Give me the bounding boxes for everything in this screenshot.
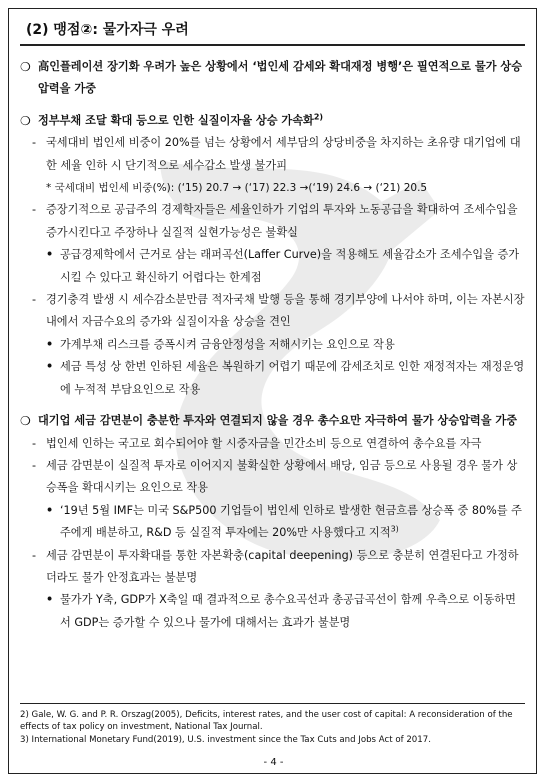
footnote: 2) Gale, W. G. and P. R. Orszag(2005), Deficits, interest rates, and the user cost of capital: A reconsideration of the effects of tax policy on investment, National Tax Journal. [20, 710, 513, 732]
dot-item-text: 세금 특성 상 한번 인하된 세율은 복원하기 어렵기 때문에 감세조치로 인한 재정적자는 재정운영에 누적적 부담요인으로 작용 [60, 360, 525, 396]
dash-item-text: 법인세 인하는 국고로 회수되어야 할 시중자금을 민간소비 등으로 연결하여 총수요를 자극 [46, 436, 482, 450]
main-point-text-body: 정부부채 조달 확대 등으로 인한 실질이자율 상승 가속화 [38, 113, 314, 127]
dot-marker: • [46, 337, 54, 351]
dot-item [46, 589, 525, 634]
section-title: (2) 맹점②: 물가자극 우려 [26, 22, 189, 38]
dot-item [46, 500, 525, 545]
dash-item [32, 289, 525, 334]
page-number: - 4 - [263, 757, 284, 768]
section-title-bar [20, 14, 525, 46]
dot-marker: • [46, 503, 54, 517]
main-point [20, 56, 525, 101]
main-point [20, 410, 525, 432]
footnote: 3) International Monetary Fund(2019), U.S. investment since the Tax Cuts and Jobs Act of 2017. [20, 735, 431, 745]
dash-marker: - [32, 136, 37, 150]
dash-item [32, 455, 525, 500]
dot-marker: • [46, 593, 54, 607]
footnote-ref: 3) [390, 524, 399, 534]
circle-bullet-icon: ❍ [20, 113, 31, 128]
dash-marker: - [32, 293, 37, 307]
dash-marker: - [32, 203, 37, 217]
dash-item-text: 경기충격 발생 시 세수감소분만큼 적자국채 발행 등을 통해 경기부양에 나서야 하며, 이는 자본시장 내에서 자금수요의 증가와 실질이자율 상승을 견인 [46, 293, 525, 329]
dot-marker: • [46, 360, 54, 374]
dot-item [46, 244, 525, 289]
main-point-text: 高인플레이션 장기화 우려가 높은 상황에서 ‘법인세 감세와 확대재정 병행’은 필연적으로 물가 상승압력을 가중 [38, 60, 523, 96]
dash-item [32, 199, 525, 244]
circle-bullet-icon: ❍ [20, 414, 31, 429]
dash-item-text: 증장기적으로 공급주의 경제학자들은 세율인하가 기업의 투자와 노동공급을 확대하여 조세수입을 증가시킨다고 주장하나 실질적 실현가능성은 불확실 [46, 203, 518, 239]
dash-marker: - [32, 458, 37, 472]
footnote-ref: 2) [313, 112, 324, 122]
dash-marker: - [32, 548, 37, 562]
dash-item [32, 545, 525, 590]
dot-item-text: 공급경제학에서 근거로 삼는 래퍼곡선(Laffer Curve)을 적용해도 세율감소가 조세수입을 증가시킬 수 있다고 확신하기 어렵다는 한계점 [60, 248, 520, 284]
dash-item-text: 국세대비 법인세 비중이 20%를 넘는 상황에서 세부담의 상당비중을 차지하는 초유량 대기업에 대한 세율 인하 시 단기적으로 세수감소 발생 불가피 [46, 136, 521, 172]
dot-item-text: 가계부채 리스크를 증폭시켜 금융안정성을 저해시키는 요인으로 작용 [60, 337, 395, 351]
dot-item-text: 물가가 Y축, GDP가 X축일 때 결과적으로 총수요곡선과 총공급곡선이 함께 우측으로 이동하면서 GDP는 증가할 수 있으나 물가에 대해서는 효과가 불분명 [60, 593, 516, 629]
dash-item-text: 세금 감면분이 투자확대를 통한 자본확충(capital deepening) 등으로 충분히 연결된다고 가정하더라도 물가 안정효과는 불분명 [46, 548, 519, 584]
dot-item [46, 334, 525, 356]
main-point-text [38, 110, 525, 132]
footnotes [20, 703, 525, 747]
document-body [20, 54, 525, 634]
dot-marker: • [46, 248, 54, 262]
dash-item-text: 세금 감면분이 실질적 투자로 이어지지 불확실한 상황에서 배당, 임금 등으로 사용될 경우 물가 상승폭을 확대시키는 요인으로 작용 [46, 458, 518, 495]
circle-bullet-icon: ❍ [20, 60, 31, 74]
main-point-text: 대기업 세금 감면분이 충분한 투자와 연결되지 않을 경우 총수요만 자극하여 물가 상승압력을 가중 [38, 414, 518, 428]
dash-item [32, 433, 525, 455]
dot-item-text-body: ‘19년 5월 IMF는 미국 S&P500 기업들이 법인세 인하로 발생한 현금흐름 상승폭 중 80%를 주주에게 배분하고, R&D 등 실질적 투자에는 20%만 사용했다고 지적 [60, 503, 522, 540]
dot-item [46, 356, 525, 401]
statistic-note: * 국세대비 법인세 비중(%): (‘15) 20.7 → (‘17) 22.3 →(‘19) 24.6 → (‘21) 20.5 [46, 182, 428, 195]
dash-item [32, 132, 525, 177]
dash-marker: - [32, 436, 37, 450]
main-point [20, 110, 525, 132]
dot-item-text [60, 500, 525, 545]
